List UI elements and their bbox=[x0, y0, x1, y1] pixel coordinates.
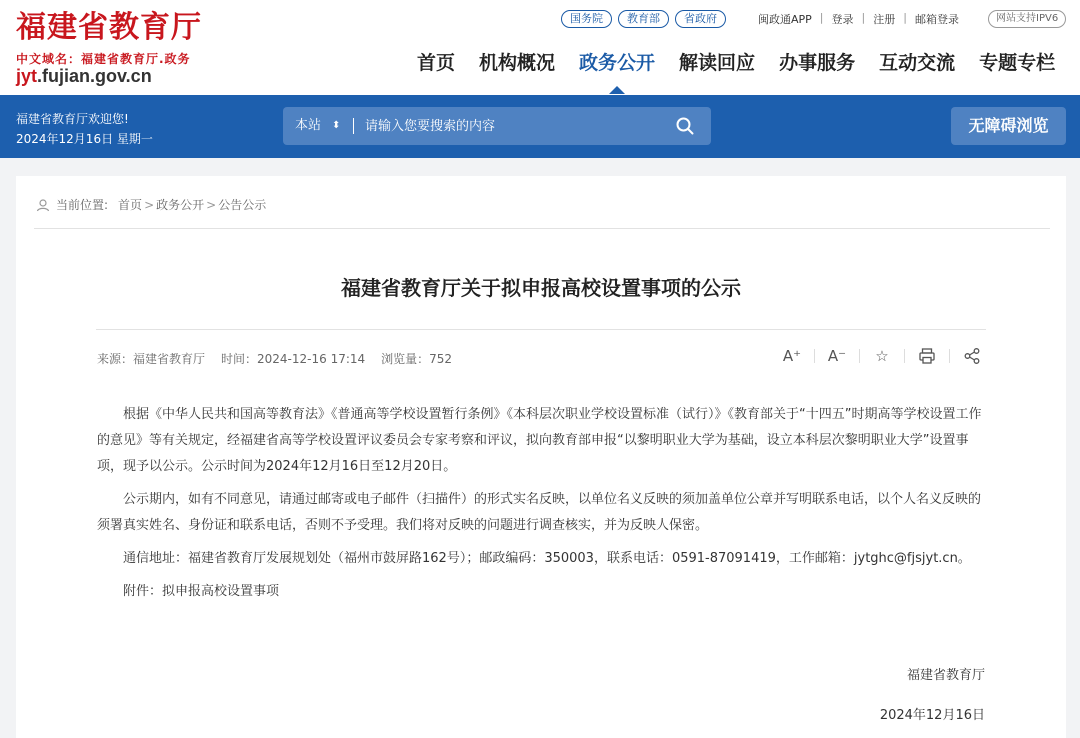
signature-org: 福建省教育厅 bbox=[906, 668, 985, 683]
breadcrumb-home[interactable]: 首页 bbox=[118, 198, 143, 212]
quick-links bbox=[561, 10, 726, 28]
nav-government-affairs[interactable] bbox=[579, 50, 655, 76]
search-bar-strip bbox=[0, 95, 1080, 158]
article-card bbox=[16, 176, 1066, 738]
tool-divider bbox=[859, 349, 860, 363]
article-body bbox=[97, 402, 985, 612]
search-input[interactable] bbox=[365, 107, 665, 145]
paragraph-contact: 通信地址：福建省教育厅发展规划处（福州市鼓屏路162号）；邮政编码：350003，联系电话：0591-87091419，工作邮箱：jytghc@fjsjyt.cn。 bbox=[123, 551, 971, 566]
separator: | bbox=[861, 11, 866, 24]
share-icon-svg bbox=[963, 347, 981, 365]
link-mzt-app[interactable]: 闽政通APP bbox=[758, 13, 812, 26]
article-source: 来源：福建省教育厅 bbox=[97, 352, 206, 366]
welcome-block bbox=[16, 109, 153, 149]
nav-topics[interactable]: 专题专栏 bbox=[979, 52, 1056, 74]
nav-government-affairs-label: 政务公开 bbox=[579, 52, 656, 74]
paragraph-basis: 根据《中华人民共和国高等教育法》《普通高等学校设置暂行条例》《本科层次职业学校设置标准（试行）》《教育部关于“十四五”时期高等学校设置工作的意见》等有关规定，经福建省高等学校设置评议委员会专家考察和评议，拟向教育部申报“以黎明职业大学为基础，设立本科层次黎明职业大学”设置事项，现予以公示。公示时间为2024年12月16日至12月20日。 bbox=[97, 407, 982, 474]
search-icon[interactable] bbox=[676, 117, 694, 135]
breadcrumb-announcements[interactable]: 公告公示 bbox=[218, 198, 267, 212]
font-decrease-icon[interactable]: A⁻ bbox=[827, 347, 847, 365]
font-increase-icon[interactable]: A⁺ bbox=[782, 347, 802, 365]
breadcrumb-government-affairs[interactable]: 政务公开 bbox=[156, 198, 205, 212]
active-nav-caret bbox=[609, 86, 625, 94]
nav-home[interactable]: 首页 bbox=[417, 52, 456, 74]
nav-organization[interactable]: 机构概况 bbox=[479, 52, 556, 74]
nav-interpretation[interactable]: 解读回应 bbox=[679, 52, 756, 74]
site-domain bbox=[16, 66, 152, 87]
article-tools bbox=[782, 346, 982, 366]
tool-divider bbox=[904, 349, 905, 363]
link-ministry-of-education[interactable]: 教育部 bbox=[618, 10, 669, 28]
article-title: 福建省教育厅关于拟申报高校设置事项的公示 bbox=[341, 276, 741, 300]
top-links bbox=[758, 11, 959, 27]
scope-updown-icon[interactable]: ⬍ bbox=[332, 120, 341, 131]
breadcrumb-separator: > bbox=[144, 197, 155, 212]
nav-services[interactable]: 办事服务 bbox=[779, 52, 856, 74]
site-header bbox=[0, 0, 1080, 95]
site-chinese-domain: 中文域名：福建省教育厅.政务 bbox=[16, 52, 191, 66]
print-icon-svg bbox=[918, 347, 936, 365]
separator: | bbox=[903, 11, 907, 24]
scope-divider bbox=[353, 118, 354, 134]
article-time: 时间：2024-12-16 17:14 bbox=[221, 352, 366, 366]
link-login[interactable]: 登录 bbox=[831, 13, 854, 26]
site-domain-prefix: jyt bbox=[16, 66, 38, 86]
search-box bbox=[283, 107, 711, 145]
search-scope-select[interactable]: 本站 bbox=[295, 118, 322, 133]
title-divider bbox=[96, 329, 986, 330]
paragraph-attachment[interactable]: 附件：拟申报高校设置事项 bbox=[123, 584, 280, 599]
tool-divider bbox=[949, 349, 950, 363]
spacer bbox=[205, 350, 221, 367]
accessibility-button[interactable]: 无障碍浏览 bbox=[951, 107, 1066, 145]
article-meta bbox=[97, 350, 452, 367]
location-person-icon bbox=[36, 198, 50, 212]
tool-divider bbox=[814, 349, 815, 363]
current-date: 2024年12月16日 星期一 bbox=[16, 132, 153, 146]
share-icon[interactable] bbox=[962, 346, 982, 366]
site-logo-title[interactable]: 福建省教育厅 bbox=[16, 10, 202, 45]
breadcrumb bbox=[36, 196, 266, 213]
main-nav bbox=[417, 50, 1055, 76]
link-provincial-government[interactable]: 省政府 bbox=[675, 10, 726, 28]
nav-interaction[interactable]: 互动交流 bbox=[879, 52, 956, 74]
paragraph-feedback: 公示期内，如有不同意见，请通过邮寄或电子邮件（扫描件）的形式实名反映，以单位名义反映的须加盖单位公章并写明联系电话，以个人名义反映的须署真实姓名、身份证和联系电话，否则不予受理。我们将对反映的问题进行调查核实，并为反映人保密。 bbox=[97, 492, 982, 533]
ipv6-badge: 网站支持IPV6 bbox=[988, 10, 1066, 28]
breadcrumb-divider bbox=[34, 228, 1050, 229]
link-register[interactable]: 注册 bbox=[873, 13, 896, 26]
spacer bbox=[365, 350, 381, 367]
welcome-text: 福建省教育厅欢迎您! bbox=[16, 112, 129, 126]
breadcrumb-separator: > bbox=[206, 197, 217, 212]
link-mail-login[interactable]: 邮箱登录 bbox=[914, 13, 959, 26]
signature-date: 2024年12月16日 bbox=[879, 708, 985, 723]
favorite-star-icon[interactable]: ☆ bbox=[875, 347, 889, 365]
link-state-council[interactable]: 国务院 bbox=[561, 10, 612, 28]
separator: | bbox=[819, 11, 824, 24]
article-views: 浏览量：752 bbox=[381, 352, 453, 366]
print-icon[interactable] bbox=[917, 346, 937, 366]
breadcrumb-label: 当前位置: bbox=[56, 198, 109, 212]
site-domain-rest: .fujian.gov.cn bbox=[37, 66, 152, 86]
